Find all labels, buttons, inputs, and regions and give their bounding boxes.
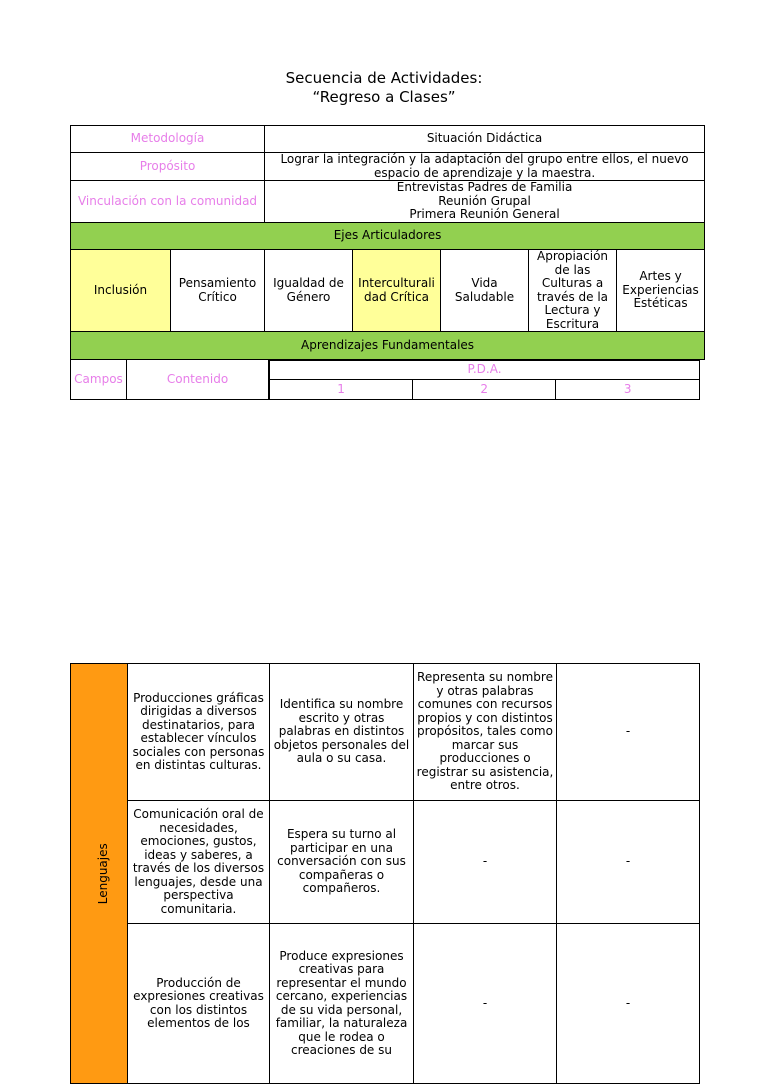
eje-interculturalidad: Interculturalidad Crítica [353, 250, 441, 332]
pda3-cell: - [557, 924, 700, 1084]
table-row [71, 801, 700, 924]
campo-lenguajes [71, 664, 128, 1084]
contenido-label: Contenido [127, 360, 269, 400]
contenido-cell: Comunicación oral de necesidades, emociones, gustos, ideas y saberes, a través de los diversos lenguajes, desde una perspectiva comunitaria. [128, 801, 270, 924]
pda-col-2: 2 [413, 379, 556, 399]
vinculacion-line: Primera Reunión General [409, 207, 560, 222]
pda1-cell: Espera su turno al participar en una conversación con sus compañeras o compañeros. [270, 801, 414, 924]
lenguajes-table [70, 663, 700, 1084]
eje-pensamiento-critico: Pensamiento Crítico [171, 250, 265, 332]
campo-lenguajes-label: Lenguajes [95, 842, 110, 905]
table-row [71, 924, 700, 1084]
vinculacion-line: Entrevistas Padres de Familia [396, 180, 573, 195]
contenido-cell: Producción de expresiones creativas con los distintos elementos de los [128, 924, 270, 1084]
eje-inclusion: Inclusión [71, 250, 171, 332]
vinculacion-label: Vinculación con la comunidad [71, 181, 265, 223]
vinculacion-line: Reunión Grupal [438, 193, 531, 208]
pda1-cell: Produce expresiones creativas para representar el mundo cercano, experiencias de su vida personal, familiar, la naturaleza que le rodea o creaciones de su [270, 924, 414, 1084]
vinculacion-value [265, 181, 705, 223]
pda-col-1: 1 [270, 379, 413, 399]
title-line-1: Secuencia de Actividades: [285, 69, 483, 87]
eje-artes: Artes y Experiencias Estéticas [617, 250, 705, 332]
proposito-value: Lograr la integración y la adaptación del grupo entre ellos, el nuevo espacio de aprendizaje y la maestra. [265, 153, 705, 181]
eje-apropiacion-culturas: Apropiación de las Culturas a través de la Lectura y Escritura [529, 250, 617, 332]
page-title [0, 69, 768, 107]
pda2-cell: - [414, 801, 557, 924]
pda-cell [269, 360, 700, 400]
pda2-cell: Representa su nombre y otras palabras comunes con recursos propios y con distintos propósitos, tales como marcar sus producciones o registrar su asistencia, entre otros. [414, 664, 557, 801]
campos-label: Campos [71, 360, 127, 400]
aprendizajes-title: Aprendizajes Fundamentales [71, 332, 705, 360]
pda-subtable [269, 360, 699, 400]
table-row [71, 664, 700, 801]
contenido-cell: Producciones gráficas dirigidas a diversos destinatarios, para establecer vínculos sociales con personas en distintas culturas. [128, 664, 270, 801]
pda2-cell: - [414, 924, 557, 1084]
metodologia-value: Situación Didáctica [265, 126, 705, 153]
pda-header-table [70, 359, 700, 400]
proposito-label: Propósito [71, 153, 265, 181]
pda-col-3: 3 [556, 379, 699, 399]
eje-igualdad-genero: Igualdad de Género [265, 250, 353, 332]
pda3-cell: - [557, 664, 700, 801]
ejes-title: Ejes Articuladores [71, 223, 705, 250]
eje-vida-saludable: Vida Saludable [441, 250, 529, 332]
metodologia-label: Metodología [71, 126, 265, 153]
title-line-2: “Regreso a Clases” [312, 88, 456, 106]
pda3-cell: - [557, 801, 700, 924]
pda-label: P.D.A. [270, 360, 700, 379]
header-table [70, 125, 705, 360]
pda1-cell: Identifica su nombre escrito y otras palabras en distintos objetos personales del aula o su casa. [270, 664, 414, 801]
